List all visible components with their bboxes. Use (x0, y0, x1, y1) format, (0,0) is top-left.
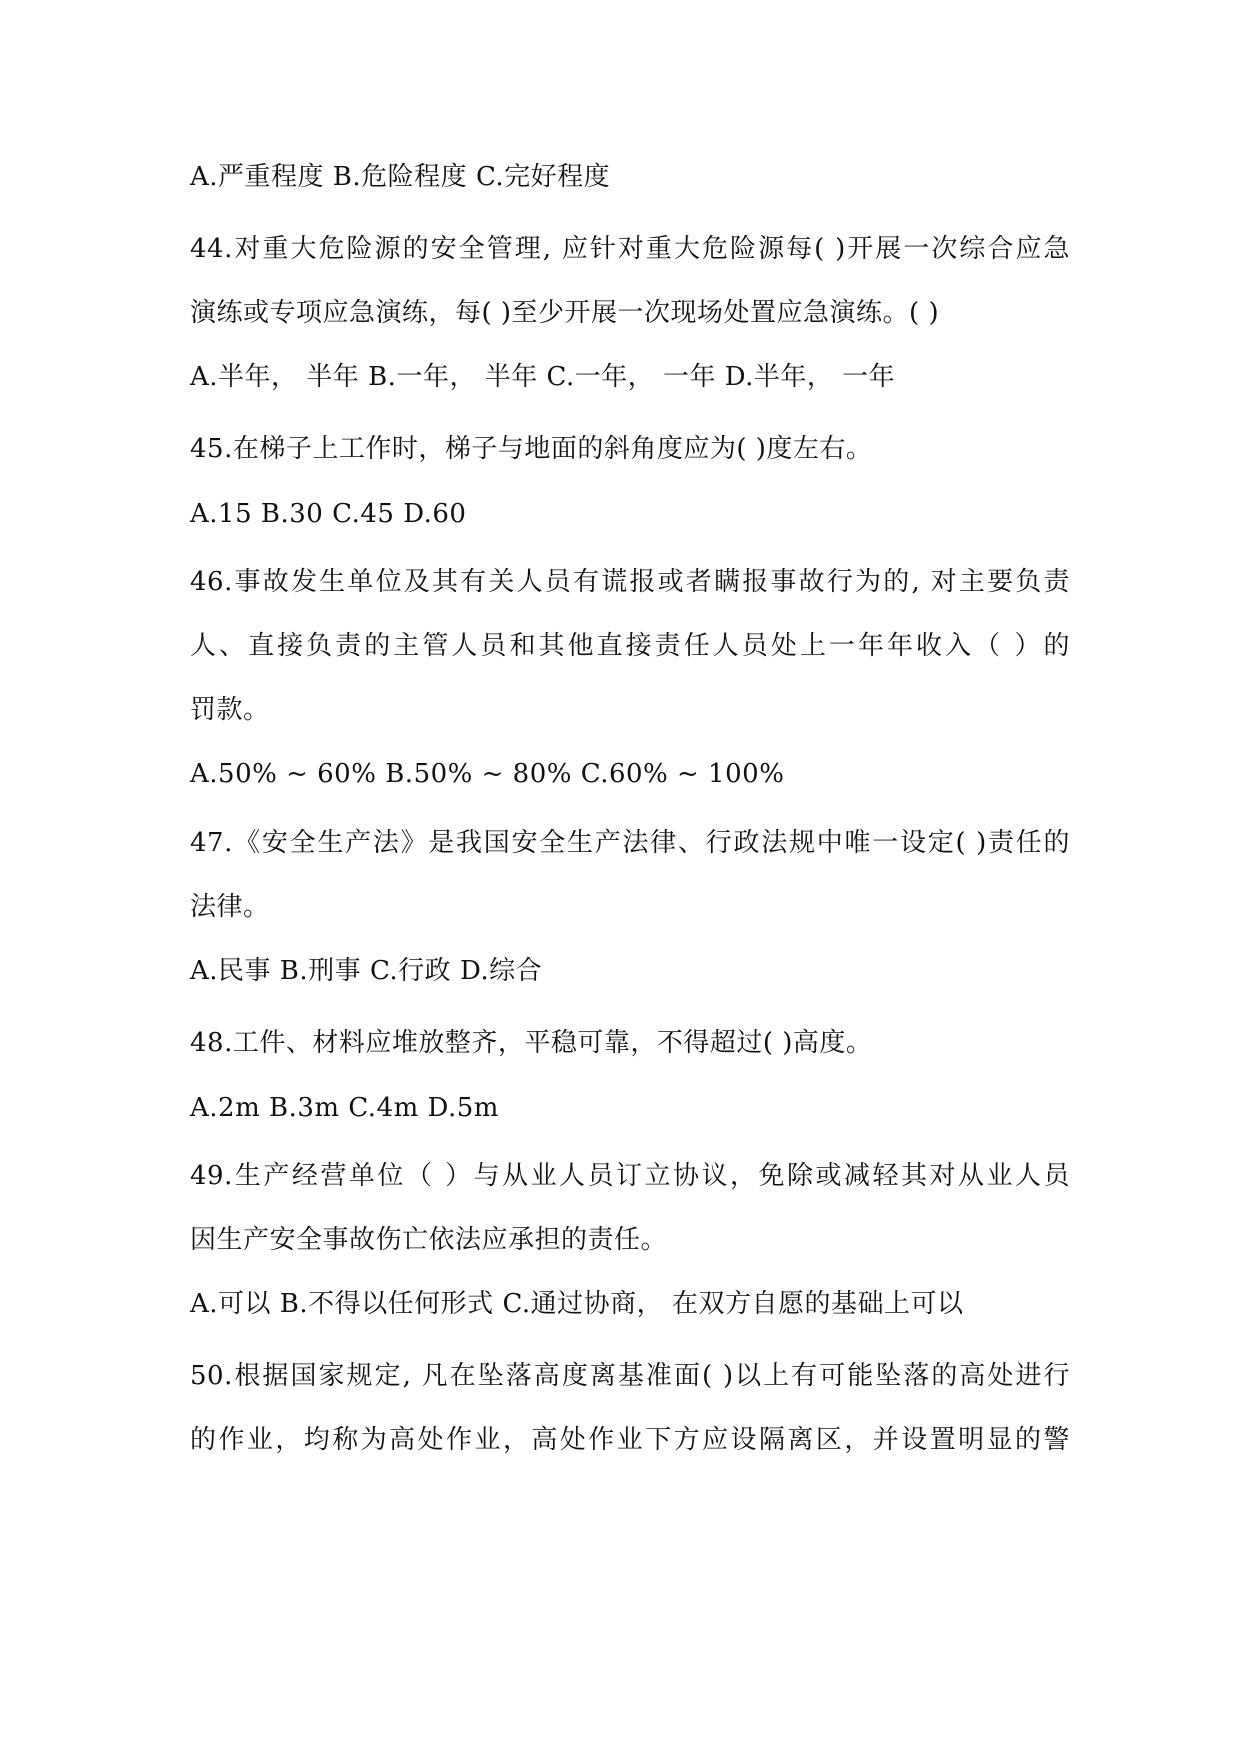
q44-stem-line-2: 演练或专项应急演练，每( )至少开展一次现场处置应急演练。( ) (190, 298, 940, 328)
q45-stem: 45.在梯子上工作时，梯子与地面的斜角度应为( )度左右。 (190, 434, 873, 464)
q46-stem-line-2: 人、直接负责的主管人员和其他直接责任人员处上一年年收入（ ）的 (190, 631, 1070, 661)
q44-options: A.半年， 半年 B.一年， 半年 C.一年， 一年 D.半年， 一年 (190, 362, 896, 392)
q48-stem: 48.工件、材料应堆放整齐，平稳可靠，不得超过( )高度。 (190, 1028, 873, 1058)
q49-stem-line-1: 49.生产经营单位（ ）与从业人员订立协议，免除或减轻其对从业人员 (190, 1161, 1070, 1191)
q47-stem-line-2: 法律。 (190, 892, 270, 922)
q47-stem-line-1: 47.《安全生产法》是我国安全生产法律、行政法规中唯一设定( )责任的 (190, 828, 1070, 858)
q46-options: A.50% ~ 60% B.50% ~ 80% C.60% ~ 100% (190, 759, 785, 789)
q49-options: A.可以 B.不得以任何形式 C.通过协商， 在双方自愿的基础上可以 (190, 1289, 964, 1319)
q46-stem-line-1: 46.事故发生单位及其有关人员有谎报或者瞒报事故行为的, 对主要负责 (190, 567, 1070, 597)
q47-options: A.民事 B.刑事 C.行政 D.综合 (190, 956, 543, 986)
q44-stem-line-1: 44.对重大危险源的安全管理, 应针对重大危险源每( )开展一次综合应急 (190, 234, 1070, 264)
q48-options: A.2m B.3m C.4m D.5m (190, 1093, 499, 1123)
q49-stem-line-2: 因生产安全事故伤亡依法应承担的责任。 (190, 1225, 668, 1255)
q50-stem-line-1: 50.根据国家规定, 凡在坠落高度离基准面( )以上有可能坠落的高处进行 (190, 1361, 1070, 1391)
q50-stem-line-2: 的作业，均称为高处作业，高处作业下方应设隔离区，并设置明显的警 (190, 1425, 1070, 1455)
q43-options: A.严重程度 B.危险程度 C.完好程度 (190, 162, 611, 192)
q45-options: A.15 B.30 C.45 D.60 (190, 499, 467, 529)
q46-stem-line-3: 罚款。 (190, 695, 270, 725)
